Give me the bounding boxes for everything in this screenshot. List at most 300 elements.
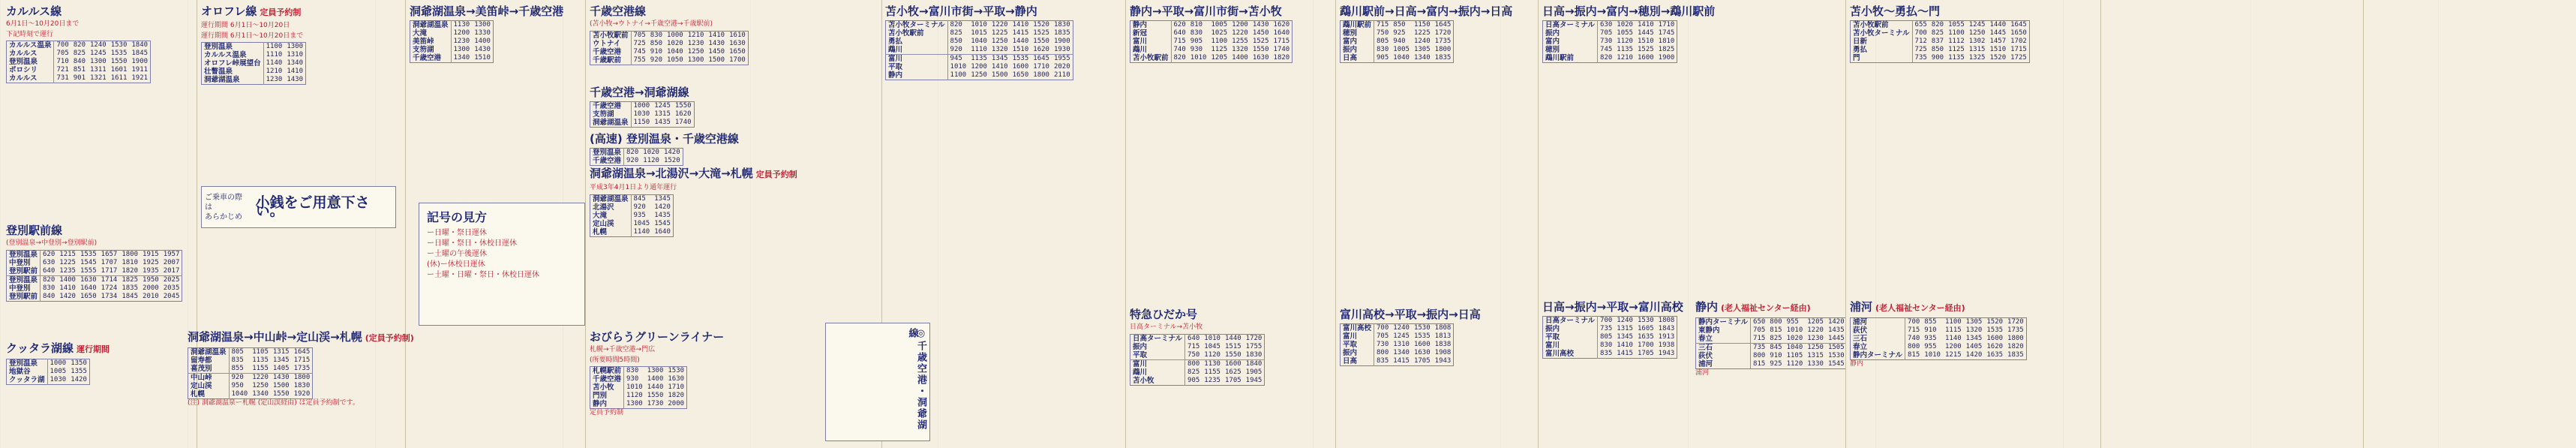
table-row <box>188 348 313 357</box>
timetable <box>1850 20 2030 63</box>
departure-time: 1040 <box>1785 344 1806 353</box>
table-row <box>1341 324 1454 333</box>
departure-time: 850 <box>1393 21 1406 29</box>
departure-time: 1520 <box>1986 318 2004 326</box>
departure-time: 755 <box>633 56 646 64</box>
table-row <box>1341 29 1454 38</box>
departure-time: 1255 <box>1232 38 1248 45</box>
stop-name: ポロシリ <box>7 66 54 74</box>
ororofure-line-panel <box>201 5 396 181</box>
stop-name: 苫小牧駅前 <box>1851 21 1913 30</box>
departure-time: 1140 <box>633 227 650 236</box>
departure-time: 1734 <box>101 292 118 300</box>
departure-time: 1800 <box>1033 71 1049 79</box>
departure-time: 700 <box>1377 324 1389 332</box>
departure-time: 1610 <box>729 31 746 39</box>
stop-name: 中山峠 <box>188 374 230 383</box>
departure-time: 1645 <box>1031 55 1052 64</box>
departure-time: 1510 <box>1637 38 1654 45</box>
stop-name: 札幌 <box>590 228 632 237</box>
table-row <box>410 29 494 38</box>
departure-time: 830 <box>1190 29 1203 37</box>
departure-time: 850 <box>1931 46 1944 53</box>
stop-name: 振内 <box>1341 349 1374 357</box>
departure-time: 750 <box>1377 29 1389 37</box>
stop-name: 浦河 <box>1696 360 1751 369</box>
table-row <box>7 359 90 368</box>
departure-time: 1311 <box>90 66 107 74</box>
departure-time: 1420 <box>663 149 680 156</box>
stop-name: 登別駅前 <box>7 267 41 276</box>
stop-name: 札幌 <box>188 390 230 399</box>
departure-time: 1410 <box>1012 21 1029 29</box>
departure-time: 1715 <box>293 356 311 364</box>
table-row <box>590 48 749 56</box>
departure-time: 830 <box>626 367 639 374</box>
panel-title <box>6 341 186 356</box>
stop-name: 苫小牧駅前 <box>1130 54 1172 63</box>
table-row <box>7 376 90 385</box>
departure-time: 1155 <box>252 365 269 372</box>
departure-time: 1925 <box>143 258 159 266</box>
table-row <box>1543 341 1677 350</box>
departure-time: 1210 <box>266 68 283 75</box>
departure-time: 1005 <box>1211 21 1228 29</box>
panel-title <box>1850 5 2097 18</box>
departure-time: 1410 <box>287 68 303 75</box>
stop-name: オロフレ峠展望台 <box>202 59 264 68</box>
table-row <box>886 21 1073 30</box>
table-row <box>7 66 151 74</box>
departure-time: 1843 <box>1658 325 1675 332</box>
departure-time: 1340 <box>1413 54 1431 62</box>
departure-time: 725 <box>1914 46 1927 53</box>
departure-time: 1415 <box>1617 350 1633 357</box>
panel-sub: 札幌→千歳空港→門広 <box>590 346 656 353</box>
departure-time: 1250 <box>252 382 269 389</box>
stop-name: 荻伏 <box>1696 352 1751 360</box>
departure-time: 1605 <box>1637 325 1654 332</box>
departure-time: 855 <box>1924 318 1937 326</box>
departure-time: 1510 <box>1989 46 2007 53</box>
timetable <box>201 42 306 85</box>
timetable <box>6 250 182 302</box>
panel-note: 6月1日〜10月20日まで <box>6 20 80 28</box>
departure-time: 1505 <box>1826 344 1845 353</box>
departure-time: 1300 <box>474 21 491 29</box>
departure-time: 1601 <box>110 66 128 74</box>
panel-title <box>590 167 875 182</box>
table-row <box>1130 368 1265 377</box>
departure-time: 2025 <box>161 275 182 284</box>
departure-time: 1010 <box>971 21 987 29</box>
departure-time: 810 <box>1190 21 1203 29</box>
departure-time: 1410 <box>708 31 725 39</box>
departure-time: 1550 <box>1033 38 1049 45</box>
table-row <box>7 250 182 259</box>
table-row <box>1696 344 1846 353</box>
stop-name: 洞爺湖温泉 <box>202 76 264 85</box>
table-row <box>590 203 674 212</box>
stop-name: 日高 <box>1341 357 1374 366</box>
departure-time: 1430 <box>1252 21 1269 29</box>
hidaka-express-panel <box>1340 308 1535 443</box>
stop-name: 喜茂別 <box>188 365 230 374</box>
departure-time: 740 <box>1173 46 1186 53</box>
child-fare-panel <box>825 323 930 443</box>
departure-time: 1340 <box>1393 349 1410 356</box>
departure-time: 1808 <box>1658 317 1675 324</box>
departure-time: 1010 <box>1204 334 1220 342</box>
departure-time: 1620 <box>1986 343 2004 350</box>
departure-time: 1250 <box>1968 29 1986 37</box>
timetable <box>1340 323 1454 366</box>
departure-time: 1710 <box>668 383 685 391</box>
timetable <box>6 41 151 83</box>
departure-time: 800 <box>1770 318 1782 326</box>
stop-name: 勇払 <box>1851 46 1913 54</box>
departure-time: 1020 <box>643 149 659 156</box>
departure-time: 2035 <box>163 284 180 292</box>
departure-time: 1755 <box>1245 342 1262 350</box>
departure-time: 1440 <box>1224 334 1241 342</box>
departure-time: 715 <box>1377 21 1389 29</box>
departure-time: 1320 <box>1232 46 1248 53</box>
departure-time: 712 <box>1914 38 1927 45</box>
departure-time: 1235 <box>59 266 76 275</box>
departure-time: 1938 <box>1658 341 1675 349</box>
departure-time: 920 <box>626 157 639 164</box>
departure-time: 730 <box>1600 38 1613 45</box>
legend-item: ー日曜・祭日・休校日運休 <box>427 239 517 248</box>
departure-time: 1545 <box>1827 360 1845 368</box>
departure-time: 1100 <box>950 71 967 79</box>
panel-tag: (定員予約制) <box>365 333 414 343</box>
departure-time: 1945 <box>1245 376 1262 384</box>
table-row <box>202 76 306 85</box>
departure-time: 1100 <box>1944 318 1962 326</box>
departure-time: 1707 <box>101 258 118 266</box>
departure-time: 1120 <box>643 157 659 164</box>
stop-name: 振内 <box>1543 29 1598 38</box>
table-row <box>1130 377 1265 386</box>
stop-name: 富内 <box>1341 38 1374 46</box>
departure-time: 1215 <box>59 250 76 258</box>
table-row <box>1130 359 1265 368</box>
panel-dest: 浦河 <box>1695 369 1710 377</box>
panel-foot: (注) 洞爺湖温泉ー札幌 (定山渓経由) は定員予約制です。 <box>188 399 359 407</box>
timetable <box>885 20 1073 80</box>
departure-time: 850 <box>650 39 663 47</box>
departure-time: 1345 <box>989 55 1010 64</box>
departure-time: 830 <box>650 31 663 39</box>
table-row <box>7 41 151 50</box>
departure-time: 1950 <box>140 275 161 284</box>
legend-item: ー土曜・日曜・祭日・休校日運休 <box>427 271 539 279</box>
stop-name: 勇払 <box>886 38 948 46</box>
departure-time: 1845 <box>131 50 149 57</box>
departure-time: 1305 <box>1413 46 1431 53</box>
departure-time: 1220 <box>1232 29 1248 37</box>
departure-time: 1320 <box>991 46 1008 53</box>
stop-name: 振内 <box>1341 46 1374 54</box>
stop-name: 平取 <box>1130 351 1185 360</box>
departure-time: 930 <box>1190 46 1203 53</box>
table-row <box>410 21 494 30</box>
table-row <box>1130 21 1293 30</box>
departure-time: 620 <box>43 250 56 258</box>
table-row <box>188 356 313 365</box>
table-row <box>590 383 687 392</box>
departure-time: 1220 <box>1807 326 1824 334</box>
karurusu-line-panel <box>6 5 194 185</box>
table-row <box>1696 335 1846 344</box>
departure-time: 820 <box>41 275 58 284</box>
panel-title <box>1340 308 1535 321</box>
stop-name: 洞爺湖温泉 <box>410 21 452 30</box>
departure-time: 705 <box>1600 29 1613 37</box>
hidaka-tomikawa-panel <box>1695 300 1845 443</box>
panel-title-text: 苫小牧〜勇払〜門 <box>1850 5 1941 18</box>
departure-time: 920 <box>950 46 962 53</box>
departure-time: 1911 <box>131 66 149 74</box>
table-row <box>1543 350 1677 359</box>
departure-time: 1500 <box>272 382 290 389</box>
stop-name: 美笛峠 <box>410 38 452 46</box>
table-row <box>1130 46 1293 54</box>
panel-title-text: オロフレ線 <box>201 5 257 18</box>
departure-time: 820 <box>1173 54 1186 62</box>
table-row <box>590 375 687 383</box>
departure-time: 820 <box>73 41 86 49</box>
departure-time: 1420 <box>1827 318 1845 326</box>
stop-name: 静内 <box>886 71 948 80</box>
table-row <box>1341 38 1454 46</box>
departure-time: 1345 <box>1617 333 1633 341</box>
panel-sub: (登別温泉→中登別→登別駅前) <box>6 239 98 247</box>
departure-time: 1300 <box>687 56 704 64</box>
timetable <box>590 31 749 65</box>
departure-time: 1900 <box>131 58 149 65</box>
departure-time: 1410 <box>991 63 1008 71</box>
departure-time: 1705 <box>1224 376 1241 384</box>
departure-time: 1315 <box>1617 325 1633 332</box>
departure-time: 1600 <box>1986 335 2004 342</box>
departure-time: 1215 <box>1944 351 1962 359</box>
departure-time: 1700 <box>729 56 746 64</box>
table-row <box>590 149 683 158</box>
departure-time: 905 <box>1187 376 1200 384</box>
table-row <box>1851 335 2027 343</box>
table-row <box>202 59 306 68</box>
departure-time: 1630 <box>668 375 685 383</box>
panel-title <box>1695 300 1845 315</box>
departure-time: 1825 <box>1658 46 1675 53</box>
departure-time: 805 <box>1377 38 1389 45</box>
table-row <box>590 157 683 166</box>
departure-time: 1913 <box>1658 333 1675 341</box>
departure-time: 1125 <box>1211 46 1228 53</box>
departure-time: 830 <box>1600 341 1613 349</box>
departure-time: 1000 <box>633 102 650 110</box>
stop-name: 鵡川 <box>1130 46 1172 54</box>
departure-time: 1820 <box>122 266 139 275</box>
timetable <box>1542 316 1677 359</box>
departure-time: 1705 <box>1637 350 1654 357</box>
table-row <box>1130 54 1293 63</box>
departure-time: 1030 <box>633 110 650 118</box>
departure-time: 1930 <box>1053 46 1070 53</box>
table-row <box>590 119 695 128</box>
departure-time: 1810 <box>122 258 139 266</box>
departure-time: 1800 <box>122 250 139 258</box>
departure-time: 825 <box>1187 368 1200 376</box>
departure-time: 1635 <box>1986 351 2004 359</box>
departure-time: 705 <box>56 50 69 57</box>
departure-time: 1015 <box>971 29 987 37</box>
departure-time: 1310 <box>1393 341 1410 348</box>
departure-time: 1838 <box>1434 341 1452 348</box>
departure-time: 1640 <box>80 284 97 292</box>
panel-title-text: 洞爺湖温泉→美笛峠→千歳空港 <box>410 5 564 18</box>
departure-time: 1710 <box>1033 63 1049 71</box>
departure-time: 1530 <box>1827 352 1845 359</box>
departure-time: 1500 <box>991 71 1008 79</box>
express-noboribetsu-chitose-panel <box>590 132 875 166</box>
departure-time: 1135 <box>1617 46 1633 53</box>
departure-time: 1430 <box>474 46 491 53</box>
departure-time: 1415 <box>1012 29 1029 37</box>
timetable <box>1542 20 1677 63</box>
departure-time: 1225 <box>991 29 1008 37</box>
stop-name: 留寿都 <box>188 356 230 365</box>
table-row <box>1130 334 1265 343</box>
departure-time: 805 <box>231 348 244 356</box>
departure-time: 1220 <box>991 21 1008 29</box>
departure-time: 1645 <box>293 348 311 356</box>
departure-time: 845 <box>633 194 646 203</box>
stop-name: 洞爺湖温泉 <box>590 194 632 203</box>
departure-time: 725 <box>633 39 646 47</box>
table-row <box>202 68 306 76</box>
departure-time: 900 <box>1931 54 1944 62</box>
departure-time: 2045 <box>163 292 180 300</box>
notice-line-2: あらかじめ <box>205 212 242 221</box>
departure-time: 820 <box>1931 21 1944 29</box>
stop-name: 千歳空港 <box>590 48 632 56</box>
departure-time: 1010 <box>950 63 967 71</box>
departure-time: 1820 <box>1273 54 1290 62</box>
departure-time: 1315 <box>272 348 290 356</box>
panel-title-text: 静内 <box>1695 300 1719 314</box>
departure-time: 1105 <box>252 348 269 356</box>
panel-title <box>201 5 396 20</box>
departure-time: 1005 <box>1393 46 1410 53</box>
table-row <box>590 194 674 203</box>
departure-time: 800 <box>1185 359 1202 368</box>
departure-time: 1830 <box>1053 21 1070 29</box>
departure-time: 1550 <box>272 390 290 398</box>
table-row <box>590 228 674 237</box>
departure-time: 1635 <box>1637 333 1654 341</box>
table-row <box>886 38 1073 46</box>
departure-time: 1545 <box>80 258 97 266</box>
stop-name: 鵡川駅前 <box>1543 54 1598 63</box>
urakawa-shizunai-panel <box>2105 300 2360 443</box>
table-row <box>1543 317 1677 326</box>
timetable <box>590 366 687 409</box>
departure-time: 1530 <box>668 367 685 374</box>
departure-time: 1405 <box>1965 343 1983 350</box>
stop-name: 三石 <box>1696 344 1751 353</box>
departure-time: 1650 <box>1012 71 1029 79</box>
departure-time: 1135 <box>1948 54 1965 62</box>
stop-name: 平取 <box>1341 341 1374 349</box>
departure-time: 1535 <box>80 250 97 258</box>
departure-time: 1525 <box>1252 38 1269 45</box>
kuttara-line-panel <box>6 341 186 443</box>
table-row <box>1851 21 2030 30</box>
stop-name: 静内ターミナル <box>1696 318 1751 327</box>
stop-name: 富川高校 <box>1543 350 1598 359</box>
stop-name: 北湯沢 <box>590 203 632 212</box>
touya-sapporo-panel <box>590 167 875 317</box>
departure-time: 1020 <box>667 39 683 47</box>
table-row <box>1341 54 1454 63</box>
table-row <box>1341 341 1454 349</box>
stop-name: 平取 <box>1543 333 1598 341</box>
panel-title <box>590 132 875 146</box>
departure-time: 2017 <box>163 266 180 275</box>
departure-time: 1830 <box>293 382 311 389</box>
departure-time: 1955 <box>1052 55 1073 64</box>
table-row <box>1696 318 1846 327</box>
departure-time: 1355 <box>71 368 87 375</box>
urakawa-shizunai-extra <box>2105 5 2360 290</box>
notice-box <box>201 180 396 233</box>
departure-time: 750 <box>1187 350 1200 359</box>
panel-title-text: クッタラ湖線 <box>6 341 74 355</box>
panel-title-text: カルルス線 <box>6 5 62 18</box>
table-row <box>1543 333 1677 341</box>
departure-time: 1845 <box>122 292 139 300</box>
table-row <box>1851 38 2030 46</box>
stop-name: 振内 <box>1543 325 1598 333</box>
panel-sub: 日高ターミナル→苫小牧 <box>1130 323 1203 331</box>
departure-time: 1340 <box>252 390 269 398</box>
departure-time: 1620 <box>1033 46 1049 53</box>
stop-name: 洞爺湖温泉 <box>590 119 632 128</box>
departure-time: 740 <box>1908 335 1920 342</box>
panel-title <box>590 330 815 344</box>
departure-time: 1110 <box>266 51 283 59</box>
stop-name: 定山渓 <box>590 220 632 228</box>
departure-time: 640 <box>1187 334 1200 342</box>
departure-time: 1957 <box>163 250 180 258</box>
stop-name: クッタラ湖 <box>7 376 48 385</box>
stop-name: 中登別 <box>7 259 41 267</box>
departure-time: 710 <box>56 58 69 65</box>
departure-time: 1920 <box>293 390 311 398</box>
table-row <box>1341 21 1454 30</box>
table-row <box>7 368 90 376</box>
panel-title <box>1542 5 1842 18</box>
departure-time: 1345 <box>654 194 671 203</box>
departure-time: 2010 <box>143 292 159 300</box>
panel-title <box>1850 300 2097 315</box>
departure-time: 800 <box>1753 352 1766 359</box>
departure-time: 1100 <box>1948 29 1965 37</box>
